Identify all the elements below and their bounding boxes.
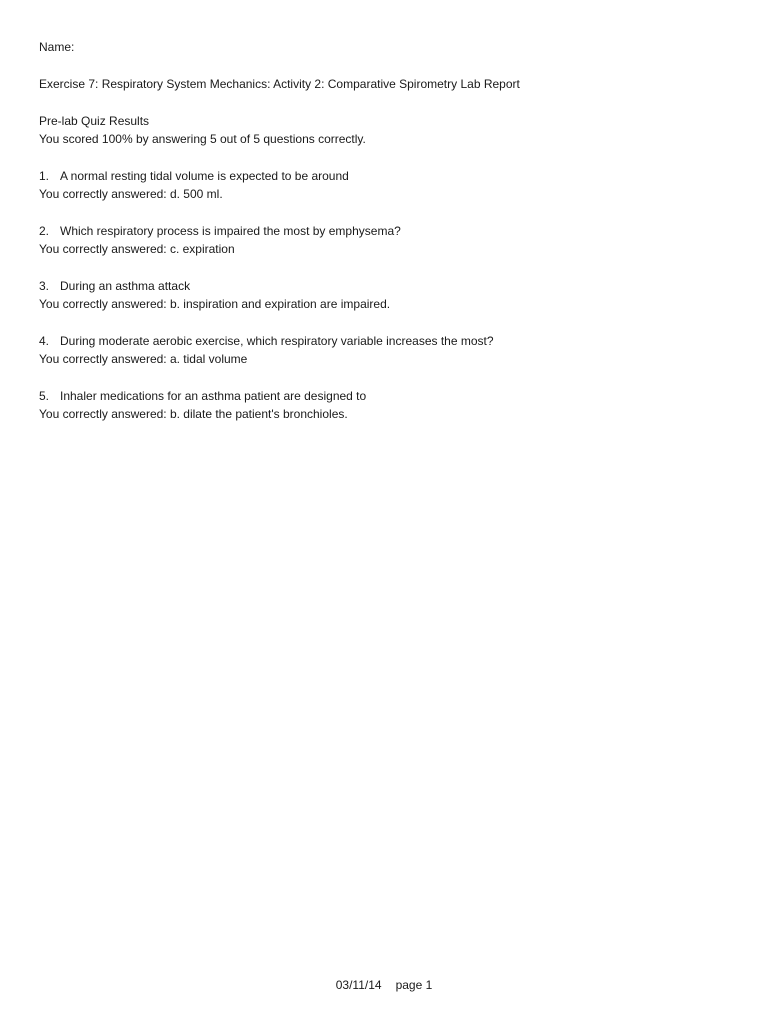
question-number: 2.	[39, 224, 50, 238]
footer-page-number: page 1	[395, 978, 433, 992]
quiz-heading: Pre-lab Quiz Results	[39, 114, 150, 128]
question-list	[39, 148, 729, 423]
question-text: During moderate aerobic exercise, which respiratory variable increases the most?	[60, 334, 494, 348]
question-item	[39, 167, 729, 185]
question-item	[39, 387, 729, 405]
footer-date: 03/11/14	[335, 978, 382, 992]
quiz-score: You scored 100% by answering 5 out of 5 questions correctly.	[39, 132, 366, 146]
page-footer	[0, 977, 768, 993]
question-item	[39, 332, 729, 350]
question-answer: You correctly answered: c. expiration	[39, 242, 235, 256]
question-answer: You correctly answered: b. inspiration and expiration are impaired.	[39, 297, 391, 311]
question-item	[39, 222, 729, 240]
question-answer: You correctly answered: d. 500 ml.	[39, 187, 223, 201]
question-answer: You correctly answered: a. tidal volume	[39, 352, 248, 366]
question-text: A normal resting tidal volume is expected to be around	[60, 169, 349, 183]
question-number: 4.	[39, 334, 50, 348]
report-page	[39, 38, 729, 423]
question-text: Inhaler medications for an asthma patient are designed to	[60, 389, 367, 403]
question-number: 1.	[39, 169, 50, 183]
question-answer: You correctly answered: b. dilate the patient's bronchioles.	[39, 407, 348, 421]
name-label: Name:	[39, 40, 75, 54]
report-title: Exercise 7: Respiratory System Mechanics: Activity 2: Comparative Spirometry Lab Report	[39, 77, 520, 91]
question-text: Which respiratory process is impaired the most by emphysema?	[60, 224, 401, 238]
question-item	[39, 277, 729, 295]
question-number: 3.	[39, 279, 50, 293]
question-number: 5.	[39, 389, 50, 403]
question-text: During an asthma attack	[60, 279, 191, 293]
